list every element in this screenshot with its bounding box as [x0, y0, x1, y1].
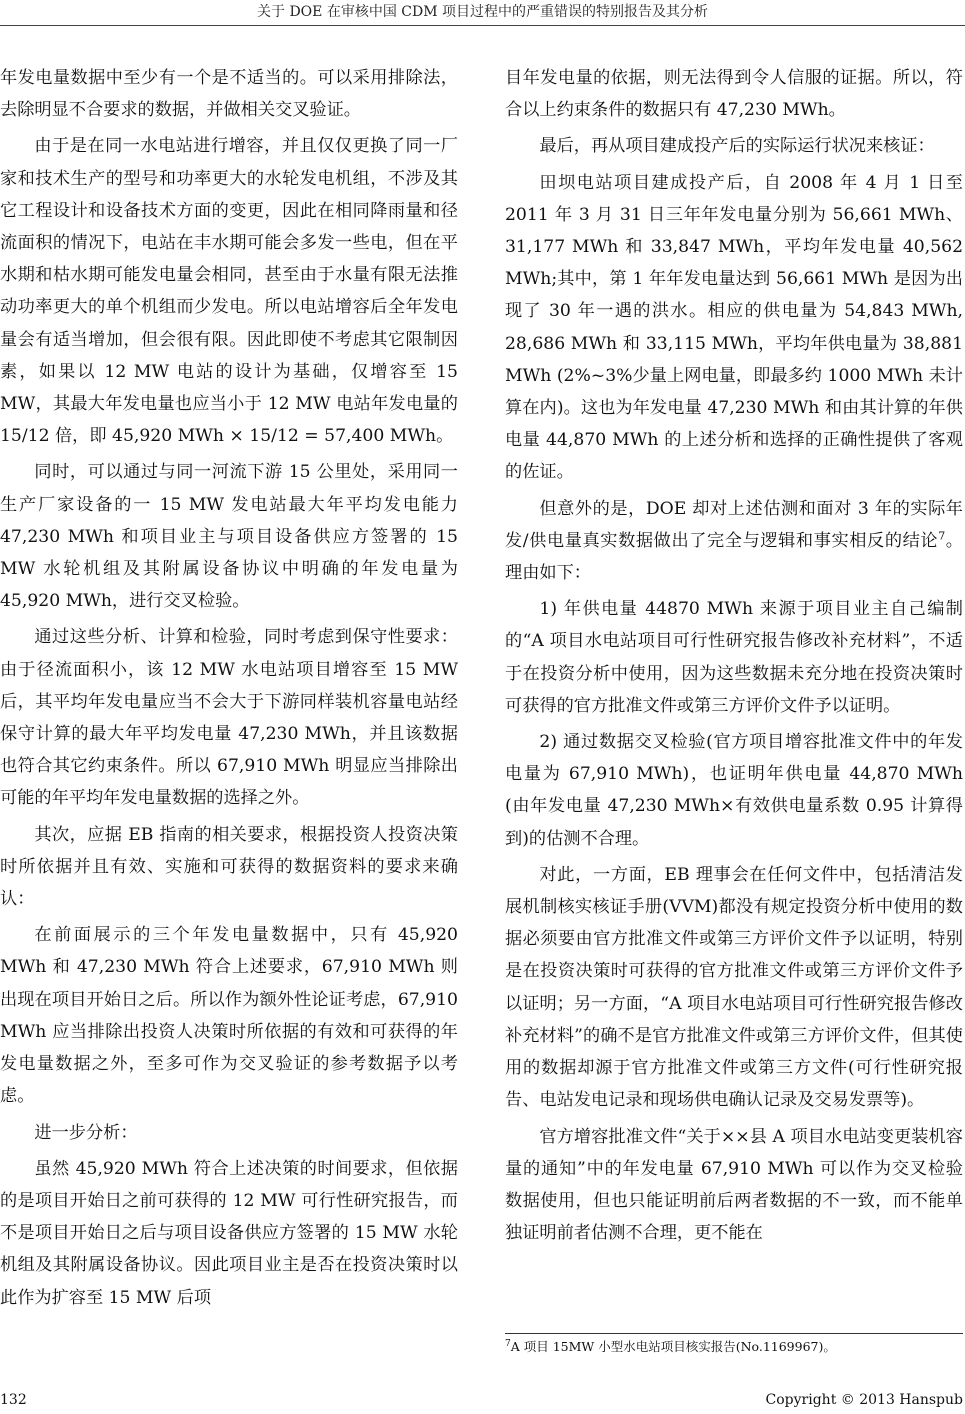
paragraph: 年发电量数据中至少有一个是不适当的。可以采用排除法，去除明显不合要求的数据，并做相关交叉验证。 — [0, 68, 458, 121]
paragraph: 对此，一方面，EB 理事会在任何文件中，包括清洁发展机制核实核证手册(VVM)都没有规定投资分析中使用的数据必须要由官方批准文件或第三方评价文件予以证明，特别是在投资决策时可获得的官方批准文件或第三方评价文件予以证明；另一方面，“A 项目水电站项目可行性研究报告修改补充材料”的确不是官方批准文件或第三方评价文件，但其使用的数据却源于官方批准文件或第三方文件(可行性研究报告、电站发电记录和现场供电确认记录及交易发票等)。 — [505, 864, 963, 1111]
paragraph — [505, 493, 963, 590]
paragraph: 通过这些分析、计算和检验，同时考虑到保守性要求：由于径流面积小，该 12 MW 水电站项目增容至 15 MW 后，其平均年发电量应当不会大于下游同样装机容量电站经保守计算的最大年平均发电量 47,230 MWh，并且该数据也符合其它约束条件。所以 67,910 MWh 明显应当排除出可能的年平均年发电量数据的选择之外。 — [0, 627, 458, 809]
paragraph: 在前面展示的三个年发电量数据中，只有 45,920 MWh 和 47,230 MWh 符合上述要求，67,910 MWh 则出现在项目开始日之后。所以作为额外性论证考虑，67,910 MWh 应当排除出投资人决策时所依据的有效和可获得的年发电量数据之外，至多可作为交叉验证的参考数据予以考虑。 — [0, 925, 458, 1107]
running-header: 关于 DOE 在审核中国 CDM 项目过程中的严重错误的特别报告及其分析 — [257, 4, 708, 20]
paragraph: 进一步分析： — [34, 1122, 138, 1143]
paragraph-text: 但意外的是，DOE 却对上述估测和面对 3 年的实际年发/供电量真实数据做出了完全与逻辑和事实相反的结论 — [505, 498, 963, 551]
header-rule — [0, 25, 965, 26]
paragraph-text: 。理由如下： — [505, 530, 963, 584]
footnote-reference[interactable]: 7 — [938, 529, 946, 543]
footnote — [505, 1338, 963, 1356]
paragraph: 虽然 45,920 MWh 符合上述决策的时间要求，但依据的是项目开始日之前可获得的 12 MW 可行性研究报告，而不是项目开始日之后与项目设备供应方签署的 15 MW 水轮机组及其附属设备协议。因此项目业主是否在投资决策时以此作为扩容至 15 MW 后项 — [0, 1158, 458, 1308]
paragraph: 同时，可以通过与同一河流下游 15 公里处，采用同一生产厂家设备的一 15 MW 发电站最大年平均发电能力 47,230 MWh 和项目业主与项目设备供应方签署的 15 MW 水轮机组及其附属设备协议中明确的年发电量为 45,920 MWh，进行交叉检验。 — [0, 462, 458, 612]
paragraph: 目年发电量的依据，则无法得到令人信服的证据。所以，符合以上约束条件的数据只有 47,230 MWh。 — [505, 68, 963, 121]
paragraph: 其次，应据 EB 指南的相关要求，根据投资人投资决策时所依据并且有效、实施和可获得的数据资料的要求来确认： — [0, 824, 458, 910]
paragraph: 1) 年供电量 44870 MWh 来源于项目业主自己编制的“A 项目水电站项目可行性研究报告修改补充材料”，不适于在投资分析中使用，因为这些数据未充分地在投资决策时可获得的官方批准文件或第三方评价文件予以证明。 — [505, 599, 963, 716]
copyright: Copyright © 2013 Hanspub — [765, 1392, 963, 1408]
footnote-rule — [505, 1333, 963, 1334]
paragraph: 由于是在同一水电站进行增容，并且仅仅更换了同一厂家和技术生产的型号和功率更大的水轮发电机组，不涉及其它工程设计和设备技术方面的变更，因此在相同降雨量和径流面积的情况下，电站在丰水期可能会多发一些电，但在平水期和枯水期可能发电量会相同，甚至由于水量有限无法推动功率更大的单个机组而少发电。所以电站增容后全年发电量会有适当增加，但会很有限。因此即使不考虑其它限制因素，如果以 12 MW 电站的设计为基础，仅增容至 15 MW，其最大年发电量也应当小于 12 MW 电站年发电量的 15/12 倍，即 45,920 MWh × 15/12 = 57,400 MWh。 — [0, 136, 458, 447]
footnote-text: A 项目 15MW 小型水电站项目核实报告(No.1169967)。 — [510, 1339, 836, 1354]
paragraph: 2) 通过数据交叉检验(官方项目增容批准文件中的年发电量为 67,910 MWh)，也证明年供电量 44,870 MWh (由年发电量 47,230 MWh×有效供电量系数 0.95 计算得到)的估测不合理。 — [505, 732, 963, 849]
right-column — [505, 62, 963, 1253]
footnote-mark: 7 — [505, 1338, 511, 1349]
paragraph: 官方增容批准文件“关于××县 A 项目水电站变更装机容量的通知”中的年发电量 67,910 MWh 可以作为交叉检验数据使用，但也只能证明前后两者数据的不一致，而不能单独证明前者估测不合理，更不能在 — [505, 1126, 963, 1244]
paragraph: 最后，再从项目建成投产后的实际运行状况来核证： — [539, 136, 935, 157]
paragraph: 田坝电站项目建成投产后，自 2008 年 4 月 1 日至 2011 年 3 月 31 日三年年发电量分别为 56,661 MWh、31,177 MWh 和 33,847 MWh，平均年发电量 40,562 MWh;其中，第 1 年年发电量达到 56,661 MWh 是因为出现了 30 年一遇的洪水。相应的供电量为 54,843 MWh, 28,686 MWh 和 33,115 MWh，平均年供电量为 38,881 MWh (2%~3%少量上网电量，即最多约 1000 MWh 未计算在内)。这也为年发电量 47,230 MWh 和由其计算的年供电量 44,870 MWh 的上述分析和选择的正确性提供了客观的佐证。 — [505, 172, 963, 483]
left-column — [0, 62, 458, 1318]
page-number: 132 — [0, 1392, 27, 1408]
